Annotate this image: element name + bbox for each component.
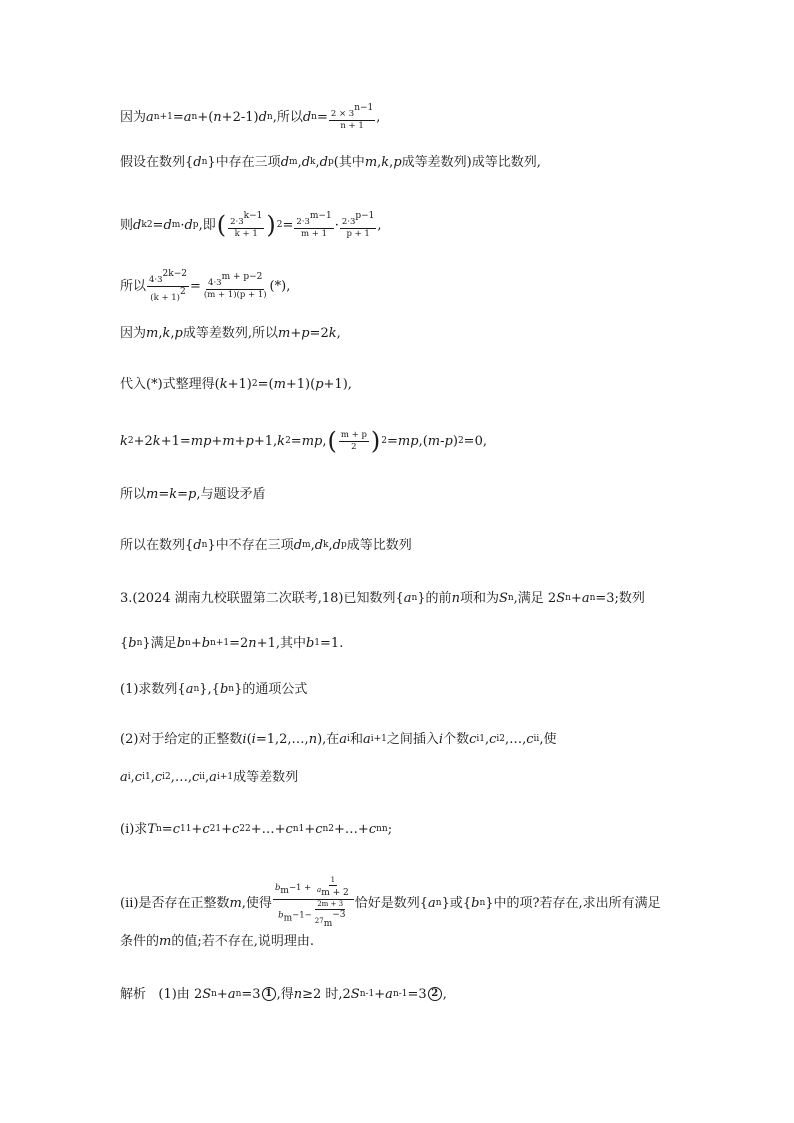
question-3-line-2: { b n }满足 b n + b n+1 =2 n +1,其中 b 1 =1. bbox=[120, 636, 344, 651]
circled-number-1: 1 bbox=[262, 987, 276, 1001]
question-3-part-1: (1)求数列{ a n },{ b n }的通项公式 bbox=[120, 682, 308, 697]
fraction: $\frac{2\cdot 3m-1}{m + 1}$ bbox=[296, 211, 332, 239]
fraction: $\frac{2 \times 3n-1}{n + 1}$ bbox=[330, 103, 374, 131]
text-line-5: 因为 m , k , p 成等差数列,所以 m + p =2 k , bbox=[120, 326, 341, 341]
fraction: bm−1 + $\frac{1}{am + 2}$ bm−1− $\frac{2m + 3}{27m-3}$ bbox=[273, 877, 354, 929]
text-line-6: 代入(*)式整理得( k +1) 2 =( m +1)( p +1), bbox=[120, 377, 352, 392]
question-3-part-2-i: (i)求 T n = c 11 + c 21 + c 22 +…+ c n1 + c n2 +…+ c nn ; bbox=[120, 822, 393, 837]
text-line-2: 假设在数列{ d n }中存在三项 d m , d k , d p (其中 m , k , p 成等差数列)成等比数列, bbox=[120, 155, 541, 170]
text-line-7: k 2 +2 k +1= mp + m + p +1, k 2 = mp , ( $\frac{m + p}{2}$ ) 2 = mp ,( m - p ) 2 =0, bbox=[120, 427, 487, 455]
question-3-part-2: (2)对于给定的正整数 i ( i =1,2,…, n ),在 a i 和 a i+1 之间插入 i 个数 c i1 , c i2 ,…, c ii ,使 bbox=[120, 732, 557, 747]
solution-line-1: 解析 (1)由 2 S n + a n =3 1 ,得 n ≥2 时,2 S n-1 + a n-1 =3 2 , bbox=[120, 986, 447, 1002]
fraction: $\frac{2m + 3}{27m-3}$ bbox=[314, 900, 346, 929]
question-3-part-2-cont: a i , c i1 , c i2 ,…, c ii , a i+1 成等差数列 bbox=[120, 770, 299, 785]
fraction: $\frac{2\cdot 3p-1}{p + 1}$ bbox=[341, 211, 375, 239]
text-line-8: 所以 m = k = p ,与题设矛盾 bbox=[120, 487, 266, 502]
fraction: $\frac{1}{am + 2}$ bbox=[317, 876, 349, 898]
fraction: $\frac{4\cdot 32k-2}{(k + 1)2}$ bbox=[149, 269, 187, 303]
fraction: $\frac{m + p}{2}$ bbox=[340, 430, 367, 452]
fraction: $\frac{4\cdot 3m + p-2}{(m + 1)(p + 1)}$ bbox=[203, 272, 267, 300]
question-3-part-2-ii-cont: 条件的 m 的值;若不存在,说明理由. bbox=[120, 934, 314, 949]
question-3-line-1: 3.(2024 湖南九校联盟第二次联考,18)已知数列{ a n }的前 n 项和为 S n ,满足 2 S n + a n =3;数列 bbox=[120, 591, 645, 606]
text-line-1: 因为 a n+1 = a n +( n +2-1) d n ,所以 d n = $\frac{2 \times 3n-1}{n + 1}$ , bbox=[120, 103, 381, 131]
fraction: $\frac{2\cdot 3k-1}{k + 1}$ bbox=[230, 211, 263, 239]
text-line-9: 所以在数列{ d n }中不存在三项 d m , d k , d p 成等比数列 bbox=[120, 538, 412, 553]
text-line-3: 则 d k 2 = d m · d p ,即 ( $\frac{2\cdot 3k-1}{k + 1}$ ) 2 = $\frac{2\cdot 3m-1}{m + 1}$ · $\frac{2\cdot 3p-1}{p + 1}$ , bbox=[120, 211, 382, 239]
question-3-part-2-ii: (ii)是否存在正整数 m ,使得 bm−1 + $\frac{1}{am + 2}$ bm−1− $\frac{2m + 3}{27m-3}$ 恰好是数列{ a n }或{ b n }中的项?若存在,求出所有满足 bbox=[120, 876, 661, 929]
circled-number-2: 2 bbox=[428, 987, 442, 1001]
text-line-4: 所以 $\frac{4\cdot 32k-2}{(k + 1)2}$ = $\frac{4\cdot 3m + p-2}{(m + 1)(p + 1)}$ (*), bbox=[120, 269, 291, 303]
